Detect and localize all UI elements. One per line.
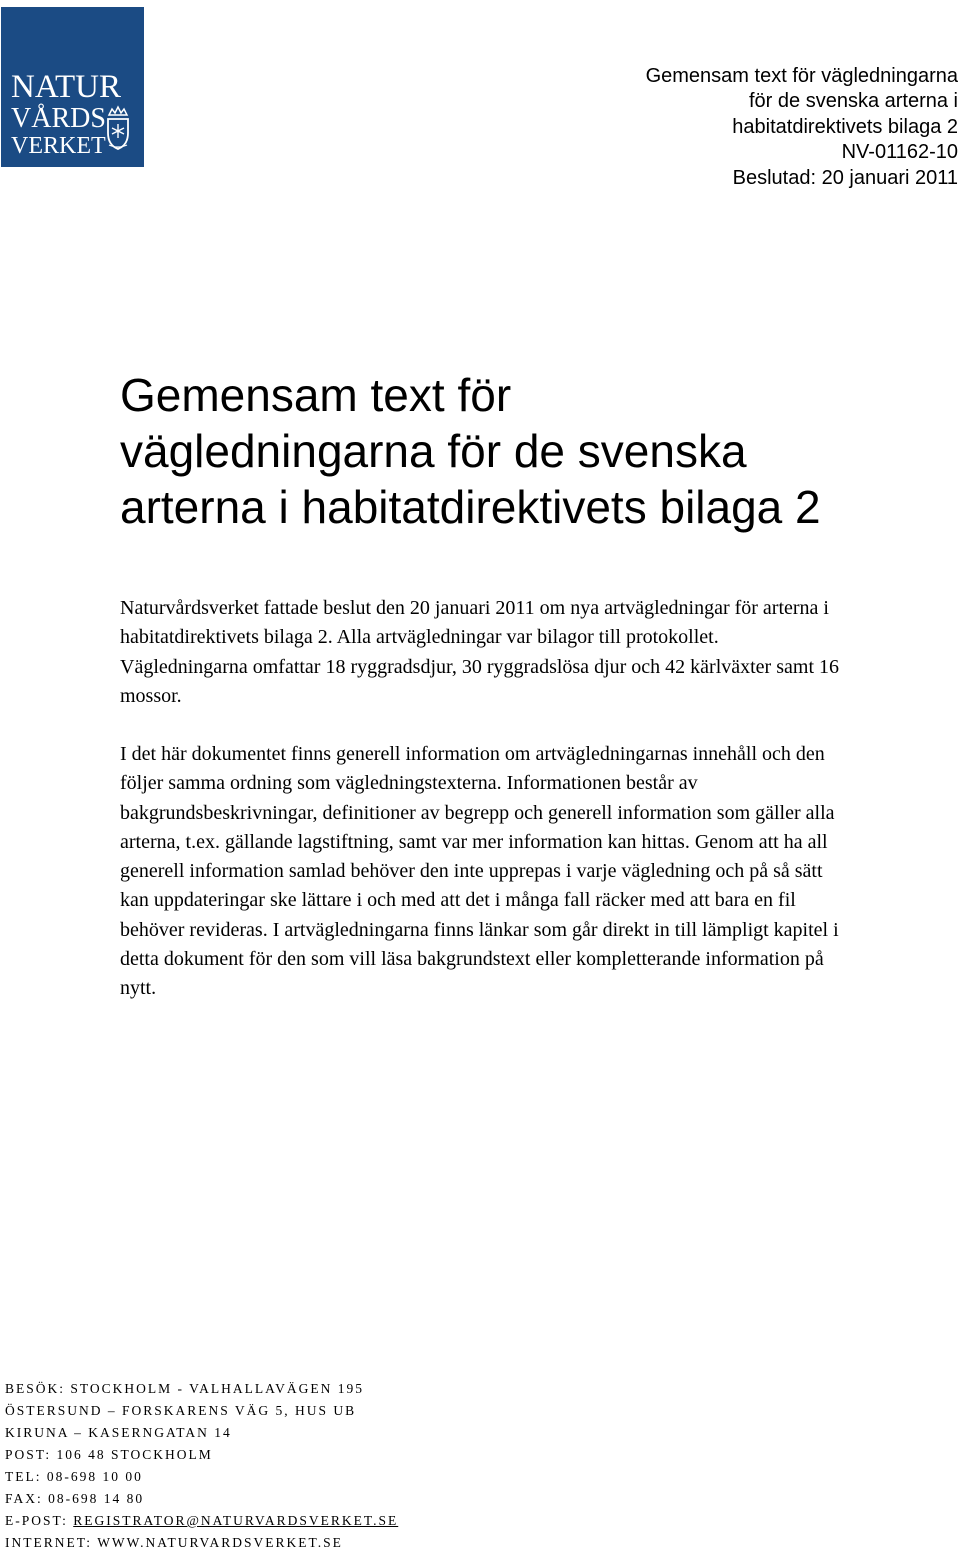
footer-email-row [5, 1510, 398, 1532]
title-line-2: vägledningarna för de svenska [120, 425, 747, 477]
logo-line-3: VERKET [11, 133, 106, 159]
logo-line-1: NATUR [11, 69, 122, 105]
intro-paragraph: Naturvårdsverket fattade beslut den 20 januari 2011 om nya artvägledningar för arterna i habitatdirektivets bilaga 2. Alla artvägledningar var bilagor till protokollet. Vägledningarna omfattar 18 ryggradsdjur, 30 ryggradslösa djur och 42 kärlväxter samt 16 mossor. [120, 597, 839, 707]
header-title-line-3: habitatdirektivets bilaga 2 [732, 115, 958, 138]
footer-ostersund-address: ÖSTERSUND – FORSKARENS VÄG 5, HUS UB [5, 1403, 357, 1418]
footer-phone: TEL: 08-698 10 00 [5, 1469, 143, 1484]
header-title-line-1: Gemensam text för vägledningarna [645, 65, 958, 87]
header-title-line-2: för de svenska arterna i [749, 90, 958, 113]
contact-footer [5, 1378, 398, 1554]
decision-date: Beslutad: 20 januari 2011 [732, 166, 958, 189]
title-line-1: Gemensam text för [120, 369, 512, 421]
footer-postal-address: POST: 106 48 STOCKHOLM [5, 1447, 213, 1462]
page-title [120, 367, 920, 535]
footer-fax: FAX: 08-698 14 80 [5, 1491, 145, 1506]
footer-website: INTERNET: WWW.NATURVARDSVERKET.SE [5, 1535, 343, 1550]
footer-visit-address: BESÖK: STOCKHOLM - VALHALLAVÄGEN 195 [5, 1381, 365, 1396]
title-line-3: arterna i habitatdirektivets bilaga 2 [120, 481, 821, 533]
document-header-info [646, 64, 958, 191]
document-number: NV-01162-10 [841, 141, 958, 164]
logo-line-2: VÅRDS [11, 103, 106, 134]
naturvardsverket-logo [1, 7, 144, 167]
crown-shield-emblem-icon [108, 107, 128, 149]
footer-email-label: E-POST: [5, 1513, 74, 1528]
description-paragraph: I det här dokumentet finns generell information om artvägledningarnas innehåll och den följer samma ordning som vägledningstexterna. Informationen består av bakgrundsbeskrivningar, definitioner av begrepp och generell information som gäller alla arterna, t.ex. gällande lagstiftning, samt var mer information kan hittas. Genom att ha all generell information samlad behöver den inte upprepas i varje vägledning och på så sätt kan uppdateringar ske lättare i och med att det i många fall räcker med att bara en fil behöver revideras. I artvägledningarna finns länkar som går direkt in till lämpligt kapitel i detta dokument för den som vill läsa bakgrundstext eller kompletterande information på nytt. [120, 743, 839, 1000]
footer-email-link[interactable]: REGISTRATOR@NATURVARDSVERKET.SE [73, 1513, 399, 1528]
footer-kiruna-address: KIRUNA – KASERNGATAN 14 [5, 1425, 232, 1440]
logo-graphic [1, 7, 144, 167]
